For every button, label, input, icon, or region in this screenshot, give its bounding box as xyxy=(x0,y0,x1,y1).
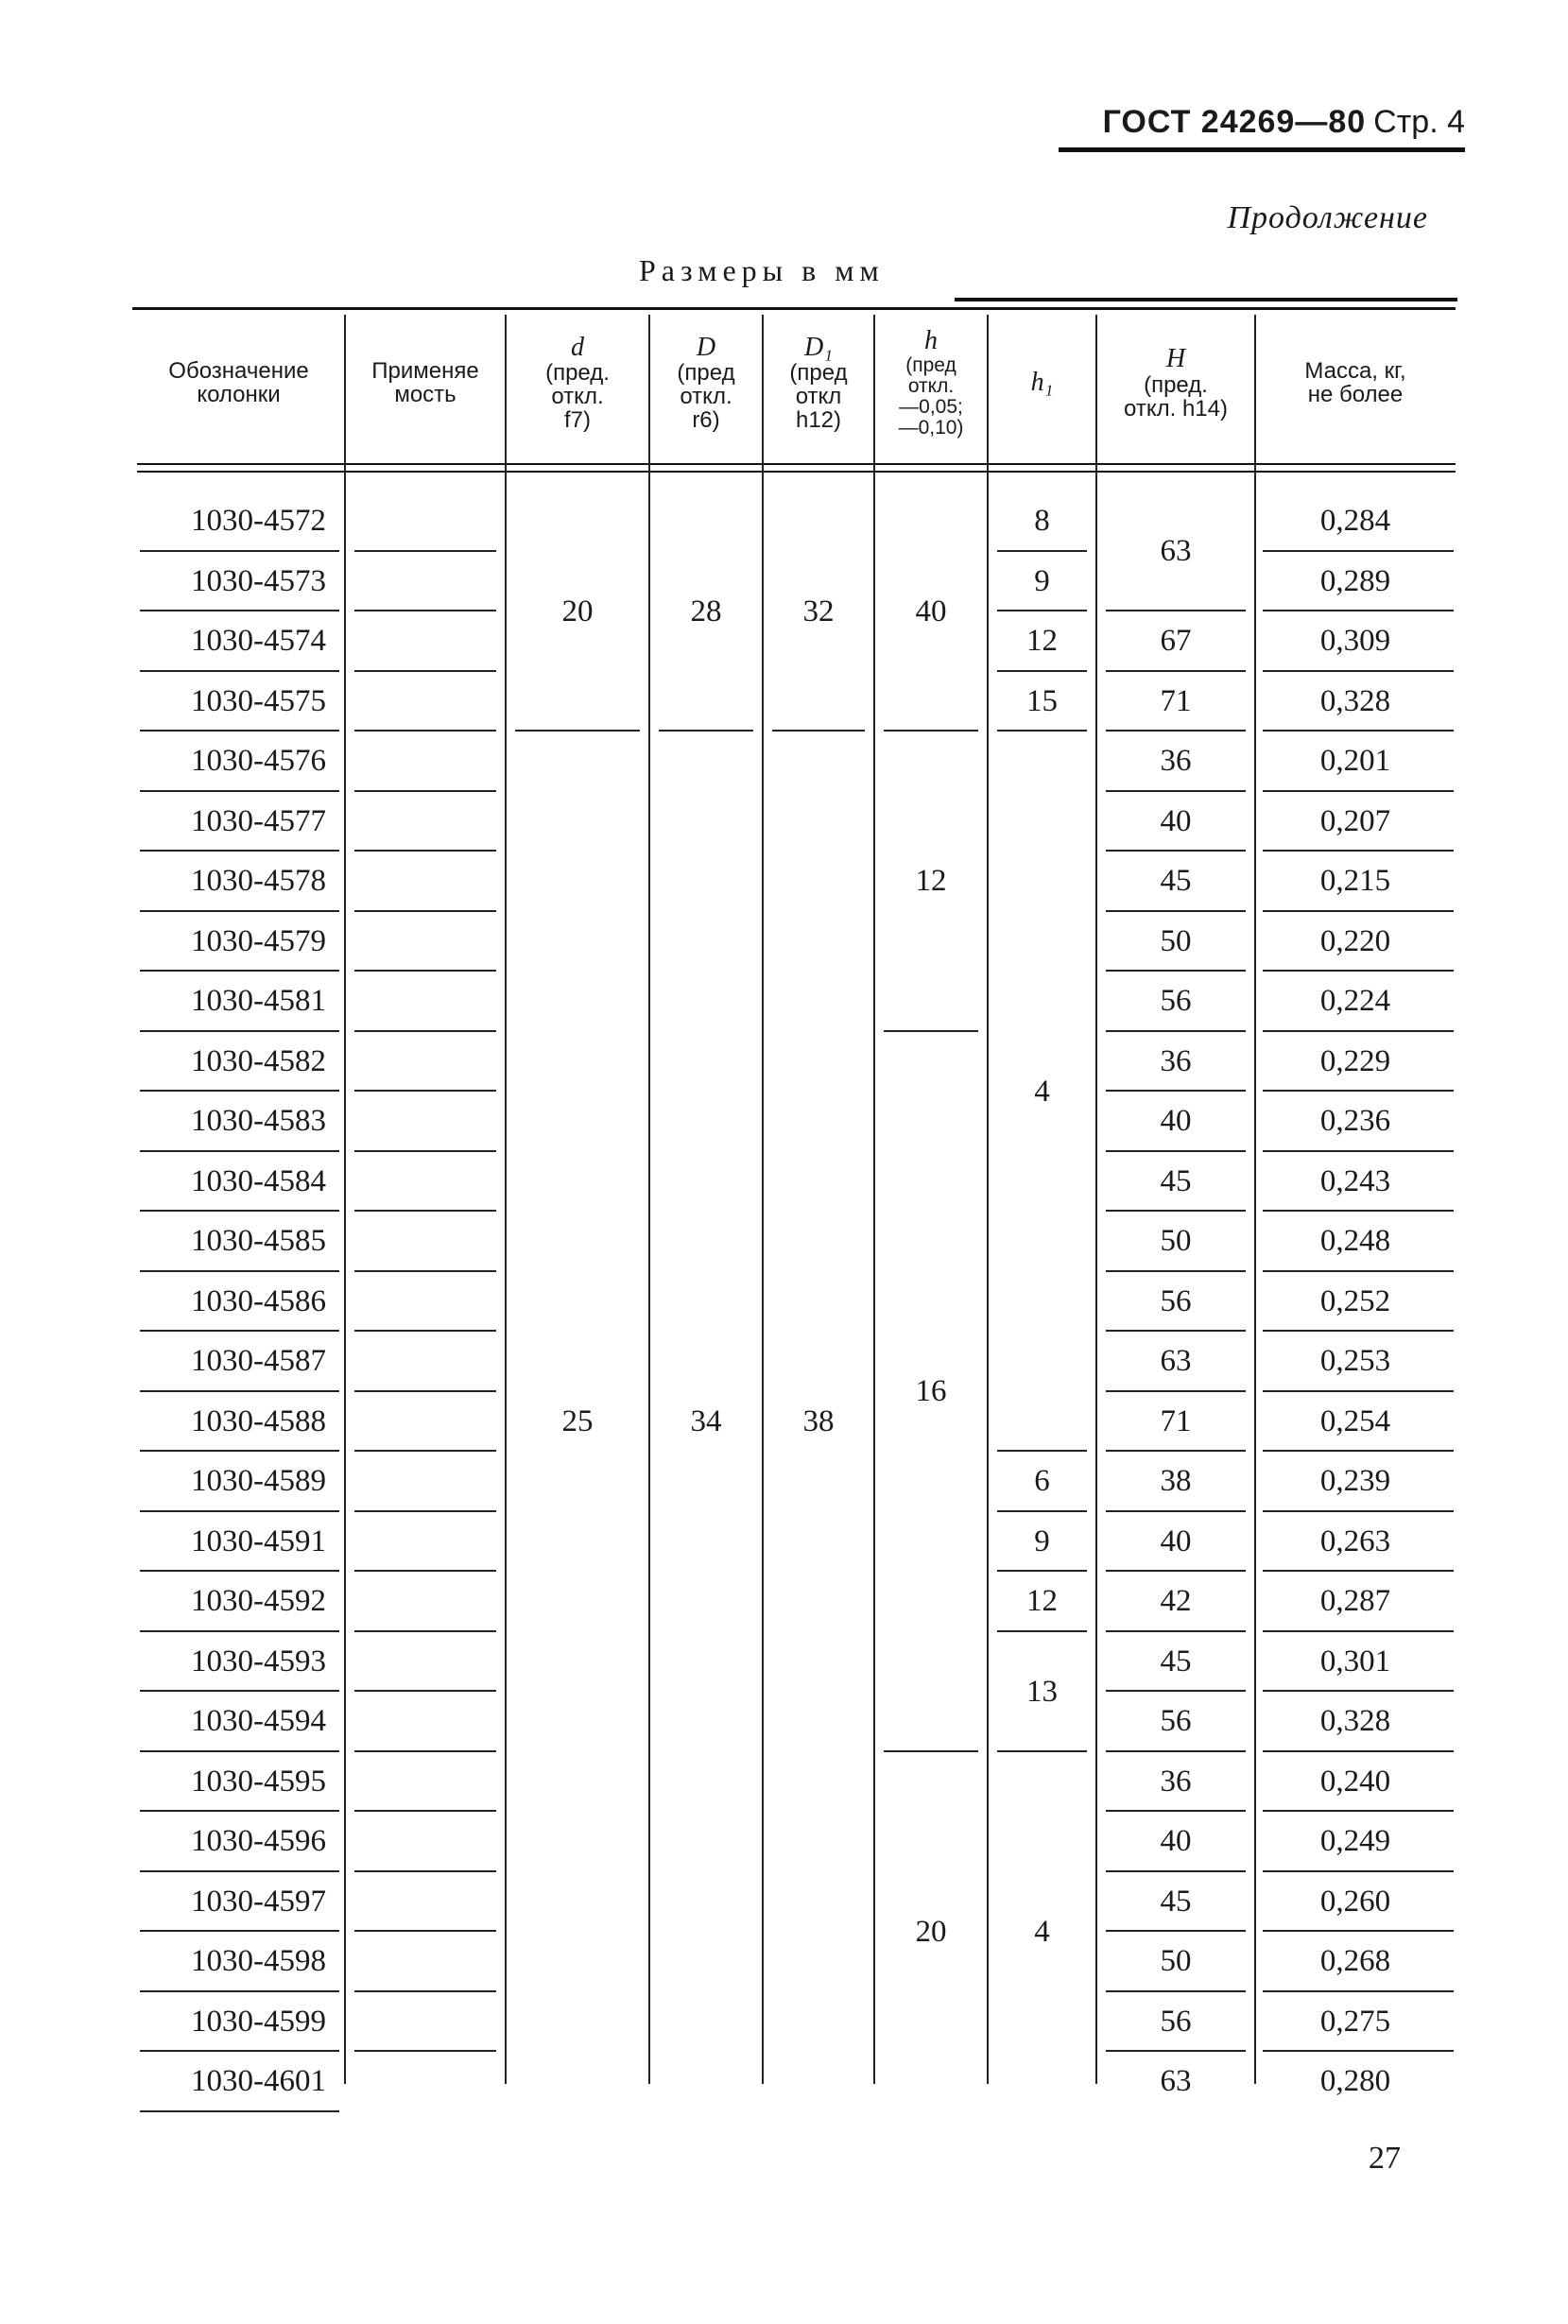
column-H-cell: 56 xyxy=(1160,984,1192,1019)
column-header-text xyxy=(1124,345,1228,421)
column-h1-cell: 4 xyxy=(1034,1074,1050,1109)
column-header-text xyxy=(1304,359,1405,406)
column-H-cell: 36 xyxy=(1160,744,1192,779)
column-header-h xyxy=(874,307,988,458)
column-symbol: h xyxy=(924,326,938,356)
column-code-cell: 1030-4598 xyxy=(191,1944,326,1979)
row-rule xyxy=(354,1030,496,1032)
column-label-line: откл. xyxy=(551,384,604,410)
column-symbol: D₁ xyxy=(804,332,833,362)
column-label-line: Масса, кг, xyxy=(1304,357,1406,384)
column-code-cell: 1030-4572 xyxy=(191,504,326,539)
page-header xyxy=(1059,102,1465,152)
row-rule xyxy=(354,1630,496,1632)
column-H-cell: 67 xyxy=(1160,624,1192,659)
column-code-cell: 1030-4601 xyxy=(191,2064,326,2099)
column-mass-cell: 0,236 xyxy=(1319,1104,1391,1139)
row-rule xyxy=(354,1090,496,1092)
column-header-text xyxy=(899,327,964,439)
row-rule xyxy=(354,550,496,552)
column-code-cell: 1030-4582 xyxy=(191,1043,326,1078)
column-H-cell: 50 xyxy=(1160,1224,1192,1259)
column-symbol: D xyxy=(696,332,716,362)
column-d-cell: 25 xyxy=(561,1403,594,1438)
standard-reference xyxy=(1103,104,1465,141)
column-h1-cell: 12 xyxy=(1026,1584,1058,1619)
column-h1-cell: 13 xyxy=(1026,1674,1058,1709)
column-H-cell: 56 xyxy=(1160,1704,1192,1739)
column-label-line: не более xyxy=(1307,382,1404,407)
column-code-cell: 1030-4578 xyxy=(191,864,326,899)
row-rule xyxy=(354,1330,496,1332)
column-symbol: H xyxy=(1165,344,1186,374)
column-mass-cell: 0,260 xyxy=(1319,1884,1391,1919)
column-label-line: колонки xyxy=(197,382,281,407)
dimensions-table xyxy=(132,307,1456,2099)
row-rule xyxy=(354,1750,496,1752)
column-H-cell: 71 xyxy=(1160,1403,1192,1438)
column-mass-cell: 0,289 xyxy=(1319,563,1391,598)
column-H-cell: 40 xyxy=(1160,1524,1192,1558)
row-rule xyxy=(354,1990,496,1992)
column-h-cell: 12 xyxy=(915,864,947,899)
column-code-cell: 1030-4597 xyxy=(191,1884,326,1919)
row-rule xyxy=(354,970,496,972)
column-code-cell: 1030-4592 xyxy=(191,1584,326,1619)
row-rule xyxy=(354,1210,496,1212)
column-label-line: Применяе xyxy=(371,357,479,384)
row-rule xyxy=(354,850,496,852)
column-h1-cell: 15 xyxy=(1026,683,1058,718)
column-H-cell: 40 xyxy=(1160,1104,1192,1139)
column-h1-cell: 8 xyxy=(1034,504,1050,539)
column-mass-cell: 0,220 xyxy=(1319,923,1391,958)
column-H-cell: 36 xyxy=(1160,1043,1192,1078)
column-mass-cell: 0,328 xyxy=(1319,683,1391,718)
column-mass-cell: 0,239 xyxy=(1319,1464,1391,1499)
column-mass-cell: 0,215 xyxy=(1319,864,1391,899)
row-rule xyxy=(354,1150,496,1152)
column-mass-cell: 0,301 xyxy=(1319,1644,1391,1678)
column-header-mass xyxy=(1255,307,1456,458)
row-rule xyxy=(354,1570,496,1572)
column-code-cell: 1030-4575 xyxy=(191,683,326,718)
column-label-line: откл. h14) xyxy=(1124,395,1228,422)
row-rule xyxy=(354,910,496,912)
column-code-cell: 1030-4599 xyxy=(191,2004,326,2039)
column-label-line: —0,05; xyxy=(899,395,963,418)
column-code-cell: 1030-4579 xyxy=(191,923,326,958)
column-label-line: h12) xyxy=(795,407,842,434)
column-code-cell: 1030-4584 xyxy=(191,1163,326,1198)
column-label-line: Обозначение xyxy=(168,357,309,384)
column-H-cell: 45 xyxy=(1160,1644,1192,1678)
column-mass-cell: 0,249 xyxy=(1319,1824,1391,1859)
column-header-h1 xyxy=(988,307,1096,458)
column-h1-cell: 9 xyxy=(1034,1524,1050,1558)
row-rule xyxy=(354,790,496,792)
column-header-D1 xyxy=(763,307,874,458)
column-code-cell: 1030-4591 xyxy=(191,1524,326,1558)
column-H-cell: 56 xyxy=(1160,1283,1192,1318)
column-mass-cell: 0,287 xyxy=(1319,1584,1391,1619)
row-rule xyxy=(354,1930,496,1932)
column-h1-cell: 12 xyxy=(1026,624,1058,659)
column-mass-cell: 0,309 xyxy=(1319,624,1391,659)
column-code-cell: 1030-4587 xyxy=(191,1344,326,1379)
row-rule xyxy=(354,1510,496,1512)
column-h1-cell: 9 xyxy=(1034,563,1050,598)
column-D-cell: 34 xyxy=(690,1403,722,1438)
column-code-cell: 1030-4588 xyxy=(191,1403,326,1438)
column-mass-cell: 0,254 xyxy=(1319,1403,1391,1438)
column-symbol: h₁ xyxy=(1030,368,1054,398)
column-mass-cell: 0,275 xyxy=(1319,2004,1391,2039)
column-label-line: откл xyxy=(795,384,842,410)
column-code-cell: 1030-4573 xyxy=(191,563,326,598)
column-H-cell: 56 xyxy=(1160,2004,1192,2039)
column-code-cell: 1030-4581 xyxy=(191,984,326,1019)
column-d-cell: 20 xyxy=(561,594,594,628)
column-code-cell: 1030-4576 xyxy=(191,744,326,779)
row-rule xyxy=(354,670,496,672)
page-label: Стр. 4 xyxy=(1373,104,1465,140)
row-rule xyxy=(354,2050,496,2052)
column-mass-cell: 0,207 xyxy=(1319,803,1391,838)
column-label-line: (пред xyxy=(905,353,956,376)
column-mass-cell: 0,248 xyxy=(1319,1224,1391,1259)
column-label-line: f7) xyxy=(563,407,591,434)
column-H-cell: 38 xyxy=(1160,1464,1192,1499)
column-label-line: (пред xyxy=(677,359,735,386)
column-label-line: (пред. xyxy=(545,359,610,386)
column-label-line: —0,10) xyxy=(898,416,964,439)
column-mass-cell: 0,280 xyxy=(1319,2064,1391,2099)
column-label-line: откл. xyxy=(680,384,732,410)
column-header-text xyxy=(677,334,734,433)
column-D1-cell: 32 xyxy=(802,594,835,628)
column-mass-cell: 0,243 xyxy=(1319,1163,1391,1198)
column-header-code xyxy=(132,307,345,458)
standard-number: ГОСТ 24269—80 xyxy=(1102,104,1367,140)
row-rule xyxy=(354,730,496,732)
column-mass-cell: 0,253 xyxy=(1319,1344,1391,1379)
row-rule xyxy=(140,2110,339,2112)
column-header-text xyxy=(371,359,478,406)
column-mass-cell: 0,201 xyxy=(1319,744,1391,779)
column-H-cell: 45 xyxy=(1160,1163,1192,1198)
row-rule xyxy=(354,610,496,611)
column-H-cell: 50 xyxy=(1160,1944,1192,1979)
column-code-cell: 1030-4585 xyxy=(191,1224,326,1259)
column-H-cell: 40 xyxy=(1160,1824,1192,1859)
column-header-text xyxy=(1031,369,1054,396)
column-code-cell: 1030-4595 xyxy=(191,1764,326,1799)
column-mass-cell: 0,252 xyxy=(1319,1283,1391,1318)
column-header-applicability xyxy=(345,307,506,458)
column-mass-cell: 0,263 xyxy=(1319,1524,1391,1558)
row-rule xyxy=(354,1810,496,1812)
column-header-D xyxy=(649,307,763,458)
column-header-text xyxy=(789,334,847,433)
column-mass-cell: 0,224 xyxy=(1319,984,1391,1019)
column-h-cell: 16 xyxy=(915,1374,947,1408)
column-H-cell: 63 xyxy=(1160,2064,1192,2099)
column-H-cell: 63 xyxy=(1160,534,1192,568)
row-rule xyxy=(354,1390,496,1392)
row-rule xyxy=(354,1450,496,1452)
column-mass-cell: 0,328 xyxy=(1319,1704,1391,1739)
column-H-cell: 63 xyxy=(1160,1344,1192,1379)
page-number: 27 xyxy=(1369,2141,1401,2176)
column-header-text xyxy=(545,334,610,433)
column-H-cell: 40 xyxy=(1160,803,1192,838)
column-label-line: r6) xyxy=(692,407,720,434)
column-H-cell: 36 xyxy=(1160,1764,1192,1799)
row-rule xyxy=(354,1690,496,1692)
column-label-line: откл. xyxy=(907,374,955,397)
column-label-line: (пред. xyxy=(1144,371,1208,398)
row-rule xyxy=(354,1870,496,1872)
column-code-cell: 1030-4586 xyxy=(191,1283,326,1318)
column-code-cell: 1030-4589 xyxy=(191,1464,326,1499)
column-mass-cell: 0,284 xyxy=(1319,504,1391,539)
column-mass-cell: 0,268 xyxy=(1319,1944,1391,1979)
column-header-H xyxy=(1096,307,1255,458)
column-code-cell: 1030-4593 xyxy=(191,1644,326,1678)
column-symbol: d xyxy=(570,332,584,362)
column-H-cell: 50 xyxy=(1160,923,1192,958)
column-code-cell: 1030-4577 xyxy=(191,803,326,838)
column-h1-cell: 6 xyxy=(1034,1464,1050,1499)
column-H-cell: 45 xyxy=(1160,1884,1192,1919)
column-header-text xyxy=(168,359,308,406)
row-rule xyxy=(354,1270,496,1272)
column-D-cell: 28 xyxy=(690,594,722,628)
column-header-d xyxy=(506,307,649,458)
column-H-cell: 45 xyxy=(1160,864,1192,899)
column-code-cell: 1030-4574 xyxy=(191,624,326,659)
column-h-cell: 20 xyxy=(915,1914,947,1949)
column-label-line: (пред xyxy=(789,359,848,386)
units-caption: Размеры в мм xyxy=(639,253,885,287)
column-label-line: мость xyxy=(394,382,457,407)
column-h1-cell: 4 xyxy=(1034,1914,1050,1949)
column-code-cell: 1030-4594 xyxy=(191,1704,326,1739)
column-D1-cell: 38 xyxy=(802,1403,835,1438)
column-code-cell: 1030-4583 xyxy=(191,1104,326,1139)
column-H-cell: 42 xyxy=(1160,1584,1192,1619)
column-mass-cell: 0,240 xyxy=(1319,1764,1391,1799)
continuation-label: Продолжение xyxy=(1227,200,1428,235)
column-mass-cell: 0,229 xyxy=(1319,1043,1391,1078)
column-H-cell: 71 xyxy=(1160,683,1192,718)
units-rule xyxy=(955,298,1457,301)
column-code-cell: 1030-4596 xyxy=(191,1824,326,1859)
column-h-cell: 40 xyxy=(915,594,947,628)
